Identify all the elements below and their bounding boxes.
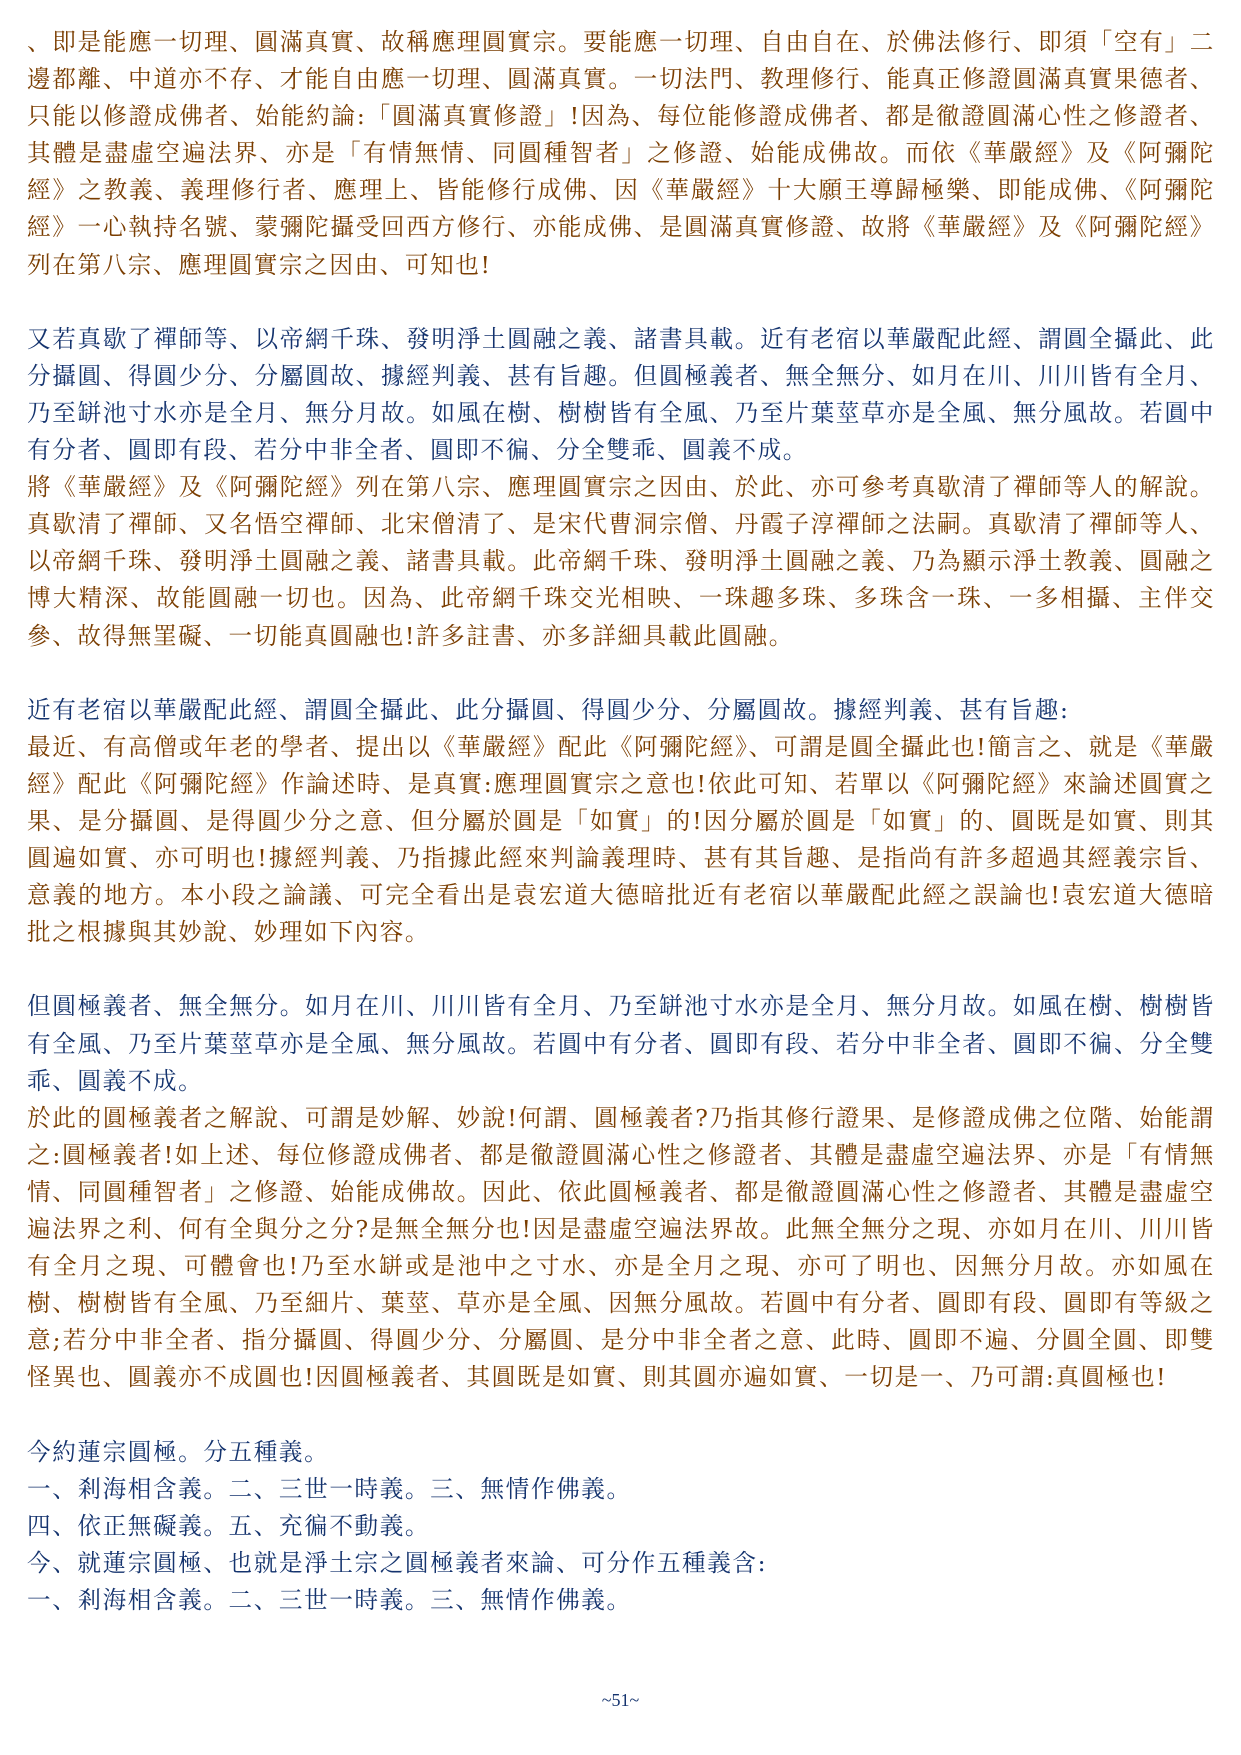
five-meanings-section <box>27 1434 1215 1619</box>
page-number: ~51~ <box>601 1690 640 1710</box>
paragraph-gap <box>27 1396 1215 1433</box>
paragraph-gap <box>27 284 1215 321</box>
five-meanings-line-2: 四、依正無礙義。五、充徧不動義。 <box>27 1511 431 1540</box>
quote-paragraph-1: 又若真歇了禪師等、以帝網千珠、發明淨土圓融之義、諸書具載。近有老宿以華嚴配此經、謂圓全攝此、此分攝圓、得圓少分、分屬圓故、據經判義、甚有旨趣。但圓極義者、無全無分、如月在川、川川皆有全月、乃至缾池寸水亦是全月、無分月故。如風在樹、樹樹皆有全風、乃至片葉莖草亦是全風、無分風故。若圓中有分者、圓即有段、若分中非全者、圓即不徧、分全雙乖、圓義不成。 <box>27 324 1215 465</box>
paragraph-gap <box>27 655 1215 692</box>
five-meanings-line-3: 一、剎海相含義。二、三世一時義。三、無情作佛義。 <box>27 1585 632 1614</box>
quote-paragraph-3: 但圓極義者、無全無分。如月在川、川川皆有全月、乃至缾池寸水亦是全月、無分月故。如風在樹、樹樹皆有全風、乃至片葉莖草亦是全風、無分風故。若圓中有分者、圓即有段、若分中非全者、圓即不徧、分全雙乖、圓義不成。 <box>27 992 1215 1095</box>
paragraph-gap <box>27 951 1215 988</box>
commentary-paragraph-3: 最近、有高僧或年老的學者、提出以《華嚴經》配此《阿彌陀經》、可謂是圓全攝此也!簡言之、就是《華嚴經》配此《阿彌陀經》作論述時、是真實:應理圓實宗之意也!依此可知、若單以《阿彌陀經》來論述圓實之果、是分攝圓、是得圓少分之意、但分屬於圓是「如實」的!因分屬於圓是「如實」的、圓既是如實、則其圓遍如實、亦可明也!據經判義、乃指據此經來判論義理時、甚有其旨趣、是指尚有許多超過其經義宗旨、意義的地方。本小段之論議、可完全看出是袁宏道大德暗批近有老宿以華嚴配此經之誤論也!袁宏道大德暗批之根據與其妙說、妙理如下內容。 <box>27 732 1215 947</box>
five-meanings-heading: 今約蓮宗圓極。分五種義。 <box>27 1437 330 1466</box>
quote-paragraph-2: 近有老宿以華嚴配此經、謂圓全攝此、此分攝圓、得圓少分、分屬圓故。據經判義、甚有旨趣: <box>27 695 1070 724</box>
commentary-paragraph-1: 、即是能應一切理、圓滿真實、故稱應理圓實宗。要能應一切理、自由自在、於佛法修行、即須「空有」二邊都離、中道亦不存、才能自由應一切理、圓滿真實。一切法門、教理修行、能真正修證圓滿真實果德者、只能以修證成佛者、始能約論:「圓滿真實修證」!因為、每位能修證成佛者、都是徹證圓滿心性之修證者、其體是盡虛空遍法界、亦是「有情無情、同圓種智者」之修證、始能成佛故。而依《華嚴經》及《阿彌陀經》之教義、義理修行者、應理上、皆能修行成佛、因《華嚴經》十大願王導歸極樂、即能成佛、《阿彌陀經》一心執持名號、蒙彌陀攝受回西方修行、亦能成佛、是圓滿真實修證、故將《華嚴經》及《阿彌陀經》列在第八宗、應理圓實宗之因由、可知也! <box>27 28 1215 279</box>
five-meanings-explanation: 今、就蓮宗圓極、也就是淨土宗之圓極義者來論、可分作五種義含: <box>27 1548 768 1577</box>
document-body <box>27 24 1215 1619</box>
commentary-paragraph-4: 於此的圓極義者之解說、可謂是妙解、妙說!何謂、圓極義者?乃指其修行證果、是修證成佛之位階、始能謂之:圓極義者!如上述、每位修證成佛者、都是徹證圓滿心性之修證者、其體是盡虛空遍法界、亦是「有情無情、同圓種智者」之修證、始能成佛故。因此、依此圓極義者、都是徹證圓滿心性之修證者、其體是盡虛空遍法界之利、何有全與分之分?是無全無分也!因是盡虛空遍法界故。此無全無分之現、亦如月在川、川川皆有全月之現、可體會也!乃至水缾或是池中之寸水、亦是全月之現、亦可了明也、因無分月故。亦如風在樹、樹樹皆有全風、乃至細片、葉莖、草亦是全風、因無分風故。若圓中有分者、圓即有段、圓即有等級之意;若分中非全者、指分攝圓、得圓少分、分屬圓、是分中非全者之意、此時、圓即不遍、分圓全圓、即雙怪異也、圓義亦不成圓也!因圓極義者、其圓既是如實、則其圓亦遍如實、一切是一、乃可謂:真圓極也! <box>27 1103 1215 1392</box>
commentary-paragraph-2: 將《華嚴經》及《阿彌陀經》列在第八宗、應理圓實宗之因由、於此、亦可參考真歇清了禪師等人的解說。真歇清了禪師、又名悟空禪師、北宋僧清了、是宋代曹洞宗僧、丹霞子淳禪師之法嗣。真歇清了禪師等人、以帝網千珠、發明淨土圓融之義、諸書具載。此帝網千珠、發明淨土圓融之義、乃為顯示淨土教義、圓融之博大精深、故能圓融一切也。因為、此帝網千珠交光相映、一珠趣多珠、多珠含一珠、一多相攝、主伴交參、故得無罣礙、一切能真圓融也!許多註書、亦多詳細具載此圓融。 <box>27 473 1215 650</box>
five-meanings-line-1: 一、剎海相含義。二、三世一時義。三、無情作佛義。 <box>27 1474 632 1503</box>
